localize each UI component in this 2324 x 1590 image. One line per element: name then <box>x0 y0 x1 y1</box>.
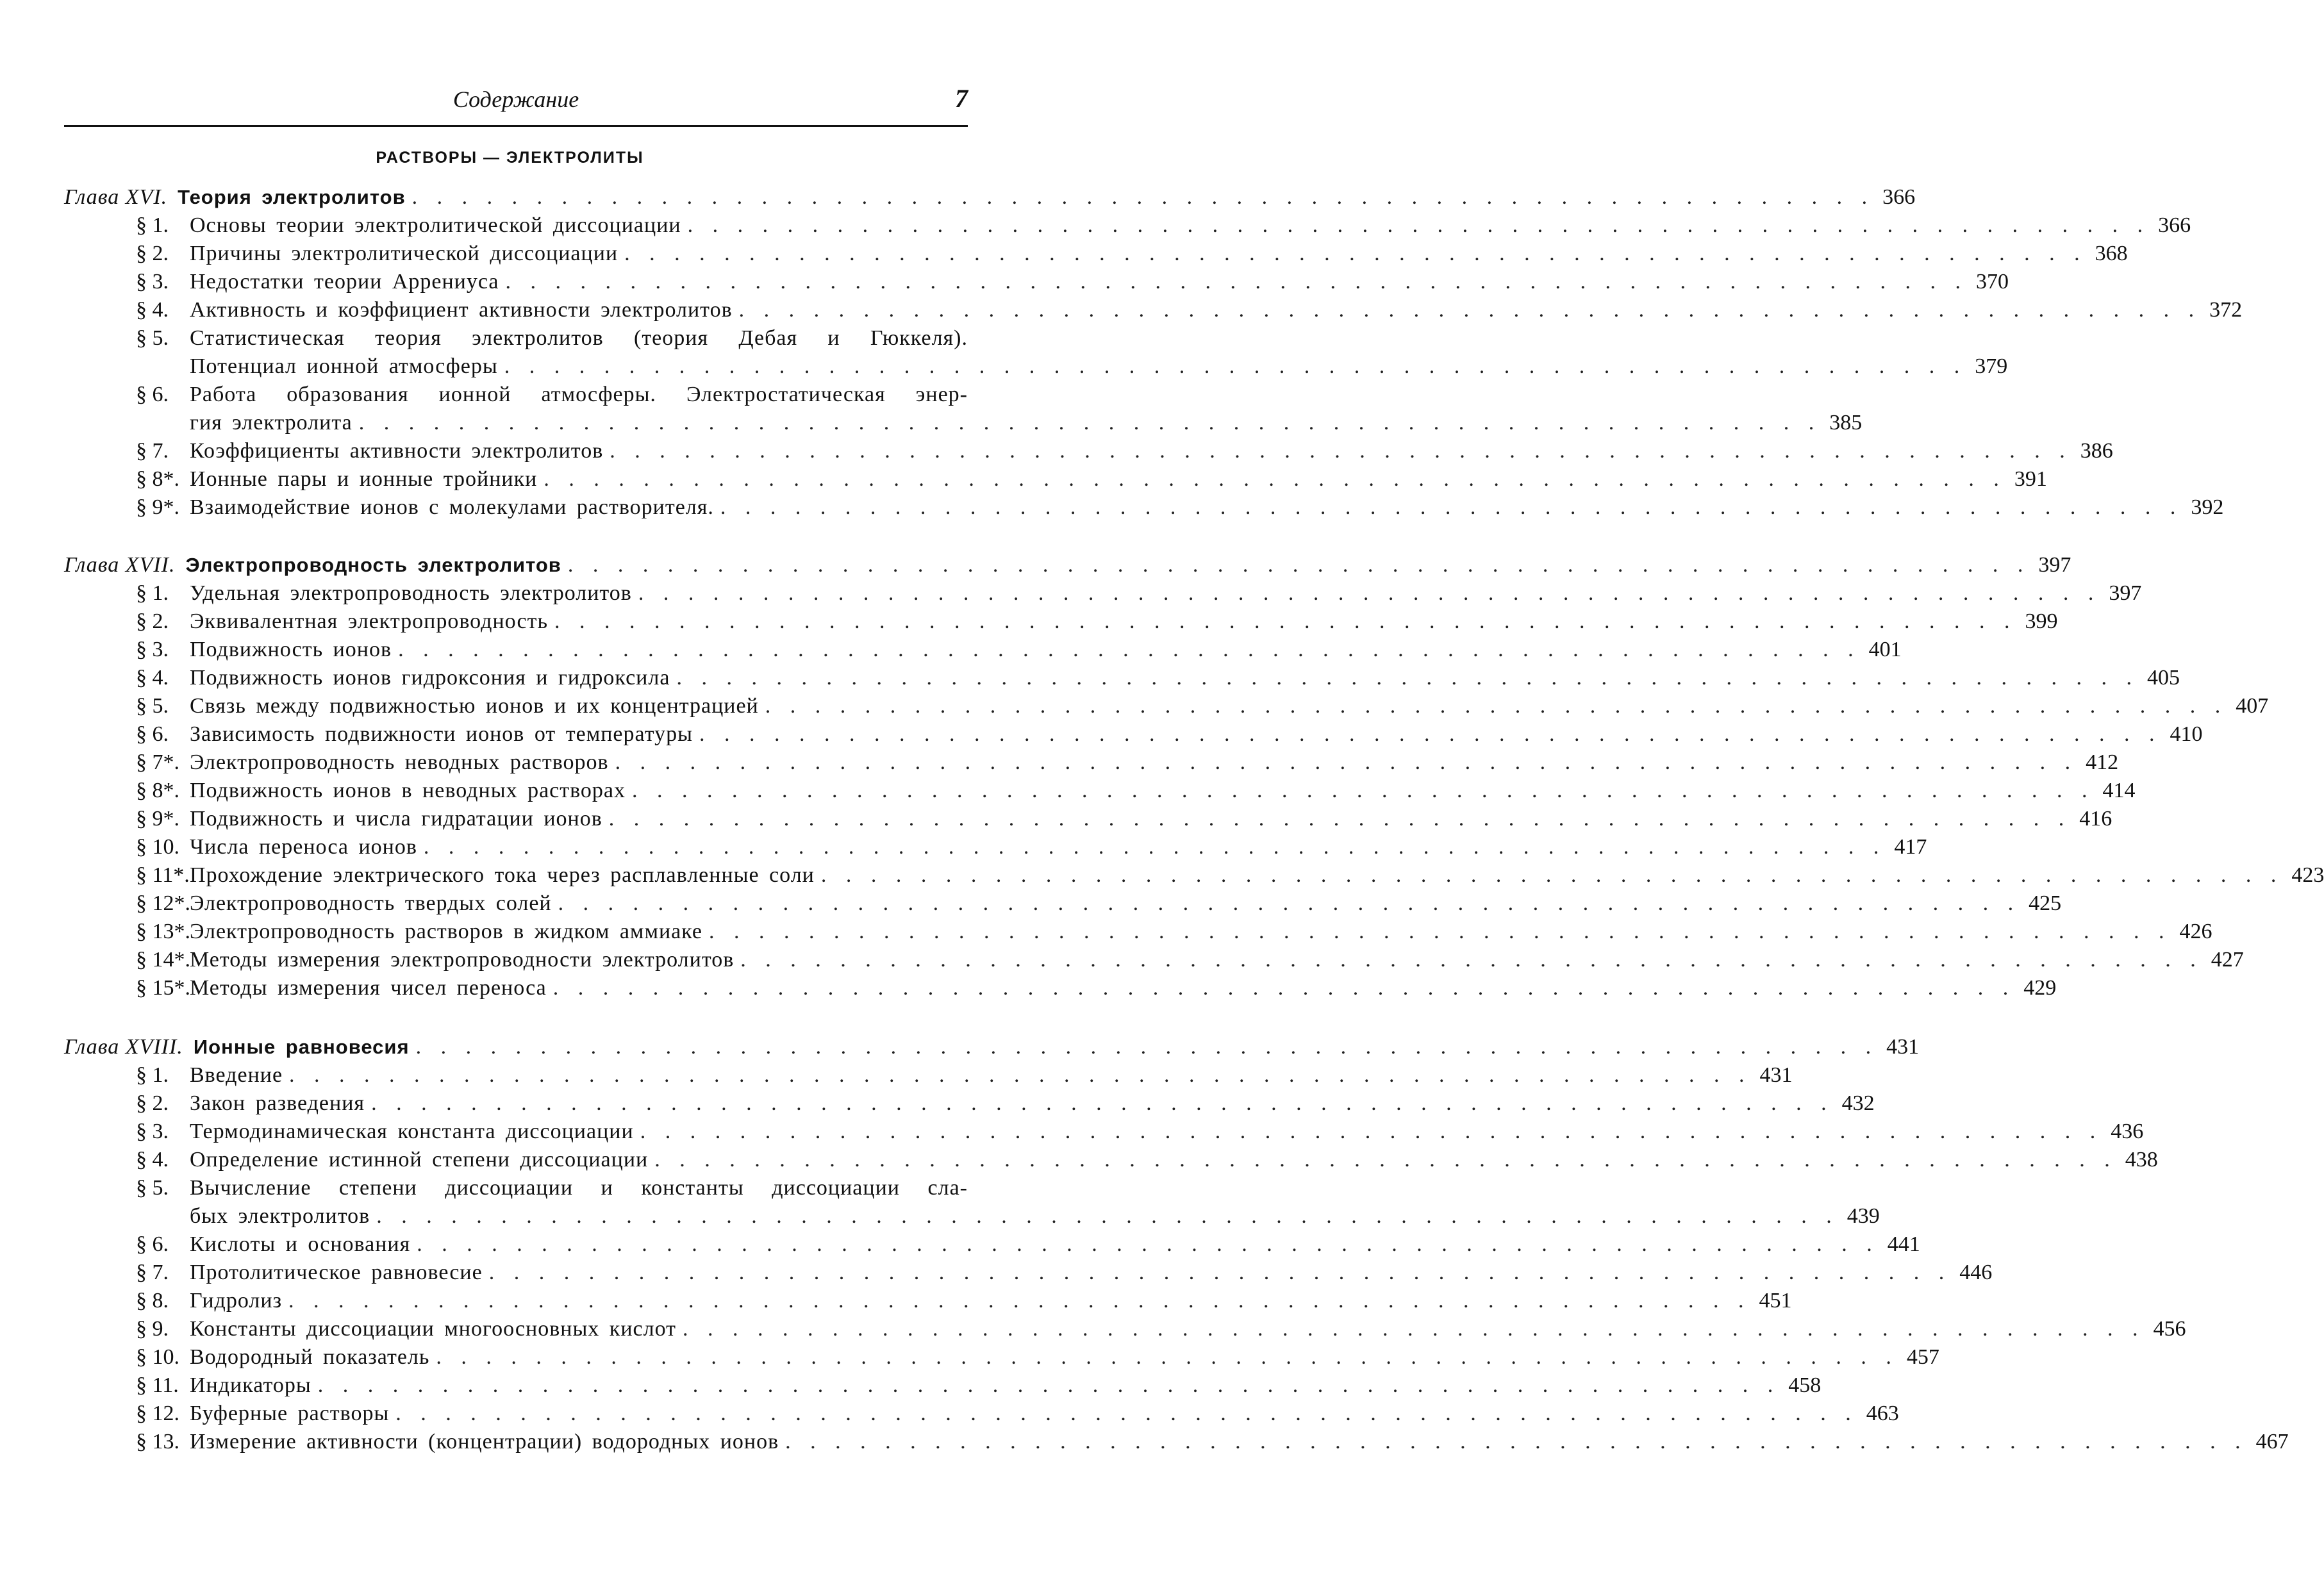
entry-page-number: 417 <box>1894 835 1927 859</box>
toc-entry[interactable] <box>136 211 2191 240</box>
section-number: § 1. <box>136 213 169 237</box>
toc-entry[interactable] <box>136 240 2128 268</box>
toc-entry[interactable] <box>136 324 968 352</box>
toc-entry[interactable] <box>136 381 968 409</box>
leader-dots: . . . . . . . . . . . . . . . . . . . . . . . . . . . . . . . . . . . . . . . . . . . . . . . . . . . . . . . . . . . <box>820 863 2284 887</box>
section-number: § 4. <box>136 666 169 690</box>
toc-entry[interactable] <box>136 918 2212 946</box>
section-number: § 9*. <box>136 807 179 831</box>
entry-page-number: 431 <box>1759 1063 1793 1087</box>
entry-title: Активность и коэффициент активности электролитов <box>190 298 733 322</box>
running-title: Содержание <box>452 87 579 112</box>
leader-dots: . . . . . . . . . . . . . . . . . . . . . . . . . . . . . . . . . . . . . . . . . . . . . . . . . . . . . . . . . . . <box>624 242 2087 265</box>
leader-dots: . . . . . . . . . . . . . . . . . . . . . . . . . . . . . . . . . . . . . . . . . . . . . . . . . . . . . . . . . . . <box>640 1120 2103 1143</box>
entry-page-number: 401 <box>1868 638 1902 661</box>
entry-title: Подвижность ионов гидроксония и гидроксила <box>190 666 670 690</box>
chapter-page-number: 366 <box>1882 185 1916 209</box>
toc-entry[interactable] <box>136 1061 1793 1089</box>
toc-entry[interactable] <box>136 1259 1993 1287</box>
section-number: § 7. <box>136 439 169 463</box>
section-number: § 4. <box>136 298 169 322</box>
toc-entry[interactable] <box>136 833 1927 861</box>
entry-title: Прохождение электрического тока через расплавленные соли <box>190 863 815 887</box>
chapter-row[interactable] <box>64 551 2071 579</box>
entry-title: Индикаторы <box>190 1373 311 1397</box>
section-number: § 7*. <box>136 750 179 774</box>
toc-entry[interactable] <box>136 805 2112 833</box>
entry-page-number: 423 <box>2291 863 2324 887</box>
entry-title: Измерение активности (концентрации) водородных ионов <box>190 1430 779 1453</box>
entry-page-number: 436 <box>2111 1120 2144 1143</box>
entry-title: Вычисление степени диссоциации и константы диссоциации сла- <box>190 1176 968 1200</box>
toc-entry[interactable] <box>136 1315 2186 1343</box>
section-number: § 6. <box>136 383 169 406</box>
entry-page-number: 392 <box>2191 495 2224 519</box>
entry-title-continuation: бых электролитов <box>190 1204 370 1228</box>
toc-entry[interactable] <box>136 749 2119 777</box>
entry-title: Введение <box>190 1063 283 1087</box>
leader-dots: . . . . . . . . . . . . . . . . . . . . . . . . . . . . . . . . . . . . . . . . . . . . . . . . . . . . . . . . . . . <box>504 354 1967 378</box>
toc-entry[interactable] <box>136 1428 2289 1456</box>
toc-entry[interactable] <box>136 664 2180 692</box>
entry-title: Эквивалентная электропроводность <box>190 609 548 633</box>
leader-dots: . . . . . . . . . . . . . . . . . . . . . . . . . . . . . . . . . . . . . . . . . . . . . . . . . . . . . . . . . . . <box>765 694 2228 718</box>
leader-dots: . . . . . . . . . . . . . . . . . . . . . . . . . . . . . . . . . . . . . . . . . . . . . . . . . . . . . . . . . . . <box>317 1373 1780 1397</box>
entry-page-number: 427 <box>2211 948 2244 972</box>
chapter-label: Глава XVI. <box>64 185 168 209</box>
toc-entry[interactable] <box>136 1343 1939 1371</box>
entry-title-continuation: гия электролита <box>190 411 353 435</box>
entry-page-number: 397 <box>2109 581 2142 605</box>
entry-title: Статистическая теория электролитов (теория Дебая и Гюккеля). <box>190 326 968 350</box>
leader-dots: . . . . . . . . . . . . . . . . . . . . . . . . . . . . . . . . . . . . . . . . . . . . . . . . . . . . . . . . . . . <box>436 1345 1898 1369</box>
toc-entry[interactable] <box>136 437 2113 465</box>
section-number: § 9*. <box>136 495 179 519</box>
leader-dots: . . . . . . . . . . . . . . . . . . . . . . . . . . . . . . . . . . . . . . . . . . . . . . . . . . . . . . . . . . . <box>720 495 2183 519</box>
leader-dots: . . . . . . . . . . . . . . . . . . . . . . . . . . . . . . . . . . . . . . . . . . . . . . . . . . . . . . . . . . . <box>608 807 2071 831</box>
leader-dots: . . . . . . . . . . . . . . . . . . . . . . . . . . . . . . . . . . . . . . . . . . . . . . . . . . . . . . . . . . . <box>376 1204 1839 1228</box>
entry-page-number: 425 <box>2029 891 2062 915</box>
section-number: § 1. <box>136 581 169 605</box>
toc-entry[interactable] <box>136 1400 1899 1428</box>
toc-entry[interactable] <box>136 1174 968 1202</box>
leader-dots: . . . . . . . . . . . . . . . . . . . . . . . . . . . . . . . . . . . . . . . . . . . . . . . . . . . . . . . . . . . <box>785 1430 2248 1453</box>
entry-page-number: 372 <box>2209 298 2243 322</box>
chapter-label: Глава XVIII. <box>64 1035 183 1059</box>
entry-page-number: 458 <box>1788 1373 1822 1397</box>
entry-page-number: 463 <box>1866 1402 1899 1425</box>
entry-page-number: 386 <box>2080 439 2113 463</box>
section-number: § 13. <box>136 1430 179 1453</box>
entry-title: Удельная электропроводность электролитов <box>190 581 632 605</box>
section-number: § 12. <box>136 1402 179 1425</box>
toc-entry[interactable] <box>136 1287 1792 1315</box>
entry-page-number: 467 <box>2255 1430 2289 1453</box>
leader-dots: . . . . . . . . . . . . . . . . . . . . . . . . . . . . . . . . . . . . . . . . . . . . . . . . . . . . . . . . . . . <box>371 1091 1834 1115</box>
leader-dots: . . . . . . . . . . . . . . . . . . . . . . . . . . . . . . . . . . . . . . . . . . . . . . . . . . . . . . . . . . . <box>740 948 2203 972</box>
section-number: § 14*. <box>136 948 190 972</box>
entry-page-number: 446 <box>1959 1261 1993 1284</box>
toc-entry[interactable] <box>136 608 2058 636</box>
entry-title: Закон разведения <box>190 1091 365 1115</box>
entry-page-number: 456 <box>2153 1317 2186 1341</box>
entry-title: Связь между подвижностью ионов и их концентрацией <box>190 694 759 718</box>
entry-title: Взаимодействие ионов с молекулами растворителя. <box>190 495 714 519</box>
section-number: § 6. <box>136 722 169 746</box>
entry-title: Определение истинной степени диссоциации <box>190 1148 649 1172</box>
leader-dots: . . . . . . . . . . . . . . . . . . . . . . . . . . . . . . . . . . . . . . . . . . . . . . . . . . . . . . . . . . . <box>358 411 1822 435</box>
chapter-title: Ионные равновесия <box>193 1036 410 1058</box>
leader-dots: . . . . . . . . . . . . . . . . . . . . . . . . . . . . . . . . . . . . . . . . . . . . . . . . . . . . . . . . . . . <box>544 467 2006 491</box>
section-number: § 1. <box>136 1063 169 1087</box>
chapter-label: Глава XVII. <box>64 553 176 577</box>
section-number: § 2. <box>136 609 169 633</box>
entry-title: Методы измерения чисел переноса <box>190 976 547 1000</box>
section-number: § 4. <box>136 1148 169 1172</box>
section-number: § 8. <box>136 1289 169 1313</box>
section-title: РАСТВОРЫ — ЭЛЕКТРОЛИТЫ <box>376 149 644 167</box>
chapter-title: Электропроводность электролитов <box>185 554 561 576</box>
entry-page-number: 368 <box>2095 242 2128 265</box>
leader-dots: . . . . . . . . . . . . . . . . . . . . . . . . . . . . . . . . . . . . . . . . . . . . . . . . . . . . . . . . . . . <box>632 779 2095 802</box>
toc-entry[interactable] <box>136 692 2269 720</box>
leader-dots: . . . . . . . . . . . . . . . . . . . . . . . . . . . . . . . . . . . . . . . . . . . . . . . . . . . . . . . . . . . <box>288 1289 1751 1313</box>
toc-entry[interactable] <box>136 946 2244 974</box>
entry-title-continuation: Потенциал ионной атмосферы <box>190 354 498 378</box>
toc-entry[interactable] <box>136 1230 1920 1259</box>
leader-dots: . . . . . . . . . . . . . . . . . . . . . . . . . . . . . . . . . . . . . . . . . . . . . . . . . . . . . . . . . . . <box>395 1402 1858 1425</box>
section-number: § 12*. <box>136 891 190 915</box>
entry-page-number: 407 <box>2236 694 2269 718</box>
leader-dots: . . . . . . . . . . . . . . . . . . . . . . . . . . . . . . . . . . . . . . . . . . . . . . . . . . . . . . . . . . . <box>699 722 2162 746</box>
entry-page-number: 399 <box>2025 609 2058 633</box>
toc-entry[interactable] <box>136 636 1902 664</box>
toc-entry[interactable] <box>136 861 2324 890</box>
entry-title: Причины электролитической диссоциации <box>190 242 618 265</box>
section-number: § 3. <box>136 270 169 294</box>
toc-entry[interactable] <box>136 268 2009 296</box>
entry-title: Подвижность ионов <box>190 638 392 661</box>
entry-page-number: 441 <box>1887 1232 1920 1256</box>
toc-entry[interactable] <box>136 1146 2158 1174</box>
entry-page-number: 412 <box>2086 750 2119 774</box>
section-number: § 5. <box>136 326 169 350</box>
entry-title: Числа переноса ионов <box>190 835 417 859</box>
entry-page-number: 370 <box>1975 270 2009 294</box>
leader-dots: . . . . . . . . . . . . . . . . . . . . . . . . . . . . . . . . . . . . . . . . . . . . . . . . . . . . . . . . . . . <box>558 891 2021 915</box>
header-rule <box>64 125 968 127</box>
entry-title: Буферные растворы <box>190 1402 390 1425</box>
leader-dots: . . . . . . . . . . . . . . . . . . . . . . . . . . . . . . . . . . . . . . . . . . . . . . . . . . . . . . . . . . . <box>654 1148 2117 1172</box>
leader-dots: . . . . . . . . . . . . . . . . . . . . . . . . . . . . . . . . . . . . . . . . . . . . . . . . . . . . . . . . . . . <box>552 976 2016 1000</box>
chapter-page-number: 397 <box>2038 553 2071 577</box>
section-number: § 10. <box>136 835 179 859</box>
entry-title: Гидролиз <box>190 1289 282 1313</box>
leader-dots: . . . . . . . . . . . . . . . . . . . . . . . . . . . . . . . . . . . . . . . . . . . . . . . . . . . . . . . . . . . <box>676 666 2139 690</box>
leader-dots: . . . . . . . . . . . . . . . . . . . . . . . . . . . . . . . . . . . . . . . . . . . . . . . . . . . . . . . . . . . <box>709 920 2171 943</box>
entry-page-number: 405 <box>2146 666 2180 690</box>
entry-title: Недостатки теории Аррениуса <box>190 270 499 294</box>
leader-dots: . . . . . . . . . . . . . . . . . . . . . . . . . . . . . . . . . . . . . . . . . . . . . . . . . . . . . . . . . . . <box>738 298 2202 322</box>
toc-entry-continuation[interactable] <box>190 1202 1880 1230</box>
entry-title: Коэффициенты активности электролитов <box>190 439 604 463</box>
toc-entry[interactable] <box>136 465 2047 493</box>
leader-dots: . . . . . . . . . . . . . . . . . . . . . . . . . . . . . . . . . . . . . . . . . . . . . . . . . . . . . . . . . . . <box>683 1317 2145 1341</box>
section-number: § 5. <box>136 694 169 718</box>
running-head <box>64 83 968 122</box>
entry-page-number: 432 <box>1841 1091 1875 1115</box>
toc-entry[interactable] <box>136 720 2203 749</box>
chapter-row[interactable] <box>64 183 1916 211</box>
entry-page-number: 379 <box>1975 354 2008 378</box>
leader-dots: . . . . . . . . . . . . . . . . . . . . . . . . . . . . . . . . . . . . . . . . . . . . . . . . . . . . . . . . . . . <box>398 638 1861 661</box>
toc-entry[interactable] <box>136 890 2062 918</box>
section-number: § 11. <box>136 1373 179 1397</box>
section-number: § 10. <box>136 1345 179 1369</box>
entry-page-number: 451 <box>1759 1289 1792 1313</box>
chapter-page-number: 431 <box>1886 1035 1920 1059</box>
entry-page-number: 416 <box>2079 807 2112 831</box>
section-number: § 15*. <box>136 976 190 1000</box>
leader-dots: . . . . . . . . . . . . . . . . . . . . . . . . . . . . . . . . . . . . . . . . . . . . . . . . . . . . . . . . . . . <box>415 1035 1879 1059</box>
entry-title: Электропроводность твердых солей <box>190 891 552 915</box>
section-number: § 11*. <box>136 863 190 887</box>
section-number: § 9. <box>136 1317 169 1341</box>
entry-page-number: 391 <box>2014 467 2047 491</box>
section-number: § 13*. <box>136 920 190 943</box>
section-number: § 3. <box>136 1120 169 1143</box>
entry-page-number: 438 <box>2125 1148 2158 1172</box>
entry-title: Кислоты и основания <box>190 1232 411 1256</box>
entry-title: Константы диссоциации многоосновных кислот <box>190 1317 676 1341</box>
section-number: § 6. <box>136 1232 169 1256</box>
section-number: § 8*. <box>136 779 179 802</box>
section-number: § 5. <box>136 1176 169 1200</box>
section-number: § 3. <box>136 638 169 661</box>
leader-dots: . . . . . . . . . . . . . . . . . . . . . . . . . . . . . . . . . . . . . . . . . . . . . . . . . . . . . . . . . . . <box>417 1232 1879 1256</box>
leader-dots: . . . . . . . . . . . . . . . . . . . . . . . . . . . . . . . . . . . . . . . . . . . . . . . . . . . . . . . . . . . <box>687 213 2150 237</box>
entry-title: Электропроводность неводных растворов <box>190 750 609 774</box>
entry-title: Работа образования ионной атмосферы. Электростатическая энер- <box>190 383 968 406</box>
section-number: § 7. <box>136 1261 169 1284</box>
toc-entry[interactable] <box>136 493 2224 522</box>
leader-dots: . . . . . . . . . . . . . . . . . . . . . . . . . . . . . . . . . . . . . . . . . . . . . . . . . . . . . . . . . . . <box>423 835 1886 859</box>
entry-page-number: 426 <box>2179 920 2212 943</box>
toc-entry[interactable] <box>136 974 2057 1002</box>
entry-title: Подвижность и числа гидратации ионов <box>190 807 602 831</box>
entry-title: Термодинамическая константа диссоциации <box>190 1120 634 1143</box>
section-number: § 2. <box>136 242 169 265</box>
entry-title: Электропроводность растворов в жидком аммиаке <box>190 920 703 943</box>
leader-dots: . . . . . . . . . . . . . . . . . . . . . . . . . . . . . . . . . . . . . . . . . . . . . . . . . . . . . . . . . . . <box>289 1063 1752 1087</box>
entry-title: Зависимость подвижности ионов от температуры <box>190 722 693 746</box>
entry-title: Ионные пары и ионные тройники <box>190 467 538 491</box>
entry-page-number: 439 <box>1847 1204 1880 1228</box>
entry-page-number: 366 <box>2158 213 2191 237</box>
toc-entry[interactable] <box>136 579 2142 608</box>
entry-title: Подвижность ионов в неводных растворах <box>190 779 626 802</box>
entry-page-number: 410 <box>2170 722 2203 746</box>
leader-dots: . . . . . . . . . . . . . . . . . . . . . . . . . . . . . . . . . . . . . . . . . . . . . . . . . . . . . . . . . . . <box>554 609 2017 633</box>
toc-entry[interactable] <box>136 1089 1875 1118</box>
leader-dots: . . . . . . . . . . . . . . . . . . . . . . . . . . . . . . . . . . . . . . . . . . . . . . . . . . . . . . . . . . . <box>488 1261 1952 1284</box>
chapter-row[interactable] <box>64 1033 1920 1061</box>
toc-entry[interactable] <box>136 296 2243 324</box>
entry-page-number: 457 <box>1906 1345 1939 1369</box>
toc-entry[interactable] <box>136 1371 1822 1400</box>
entry-page-number: 429 <box>2023 976 2057 1000</box>
section-number: § 2. <box>136 1091 169 1115</box>
toc-entry[interactable] <box>136 777 2136 805</box>
leader-dots: . . . . . . . . . . . . . . . . . . . . . . . . . . . . . . . . . . . . . . . . . . . . . . . . . . . . . . . . . . . <box>567 553 2030 577</box>
chapter-title: Теория электролитов <box>178 186 406 208</box>
toc-entry[interactable] <box>136 1118 2144 1146</box>
leader-dots: . . . . . . . . . . . . . . . . . . . . . . . . . . . . . . . . . . . . . . . . . . . . . . . . . . . . . . . . . . . <box>610 439 2072 463</box>
entry-title: Основы теории электролитической диссоциации <box>190 213 681 237</box>
entry-title: Водородный показатель <box>190 1345 430 1369</box>
toc-entry-continuation[interactable] <box>190 409 1863 437</box>
leader-dots: . . . . . . . . . . . . . . . . . . . . . . . . . . . . . . . . . . . . . . . . . . . . . . . . . . . . . . . . . . . <box>505 270 1968 294</box>
entry-title: Протолитическое равновесие <box>190 1261 483 1284</box>
page-number: 7 <box>955 84 968 113</box>
toc-entry-continuation[interactable] <box>190 352 2008 381</box>
entry-title: Методы измерения электропроводности электролитов <box>190 948 735 972</box>
leader-dots: . . . . . . . . . . . . . . . . . . . . . . . . . . . . . . . . . . . . . . . . . . . . . . . . . . . . . . . . . . . <box>638 581 2101 605</box>
entry-page-number: 414 <box>2102 779 2136 802</box>
section-number: § 8*. <box>136 467 179 491</box>
entry-page-number: 385 <box>1829 411 1863 435</box>
leader-dots: . . . . . . . . . . . . . . . . . . . . . . . . . . . . . . . . . . . . . . . . . . . . . . . . . . . . . . . . . . . <box>615 750 2078 774</box>
leader-dots: . . . . . . . . . . . . . . . . . . . . . . . . . . . . . . . . . . . . . . . . . . . . . . . . . . . . . . . . . . . <box>411 185 1875 209</box>
